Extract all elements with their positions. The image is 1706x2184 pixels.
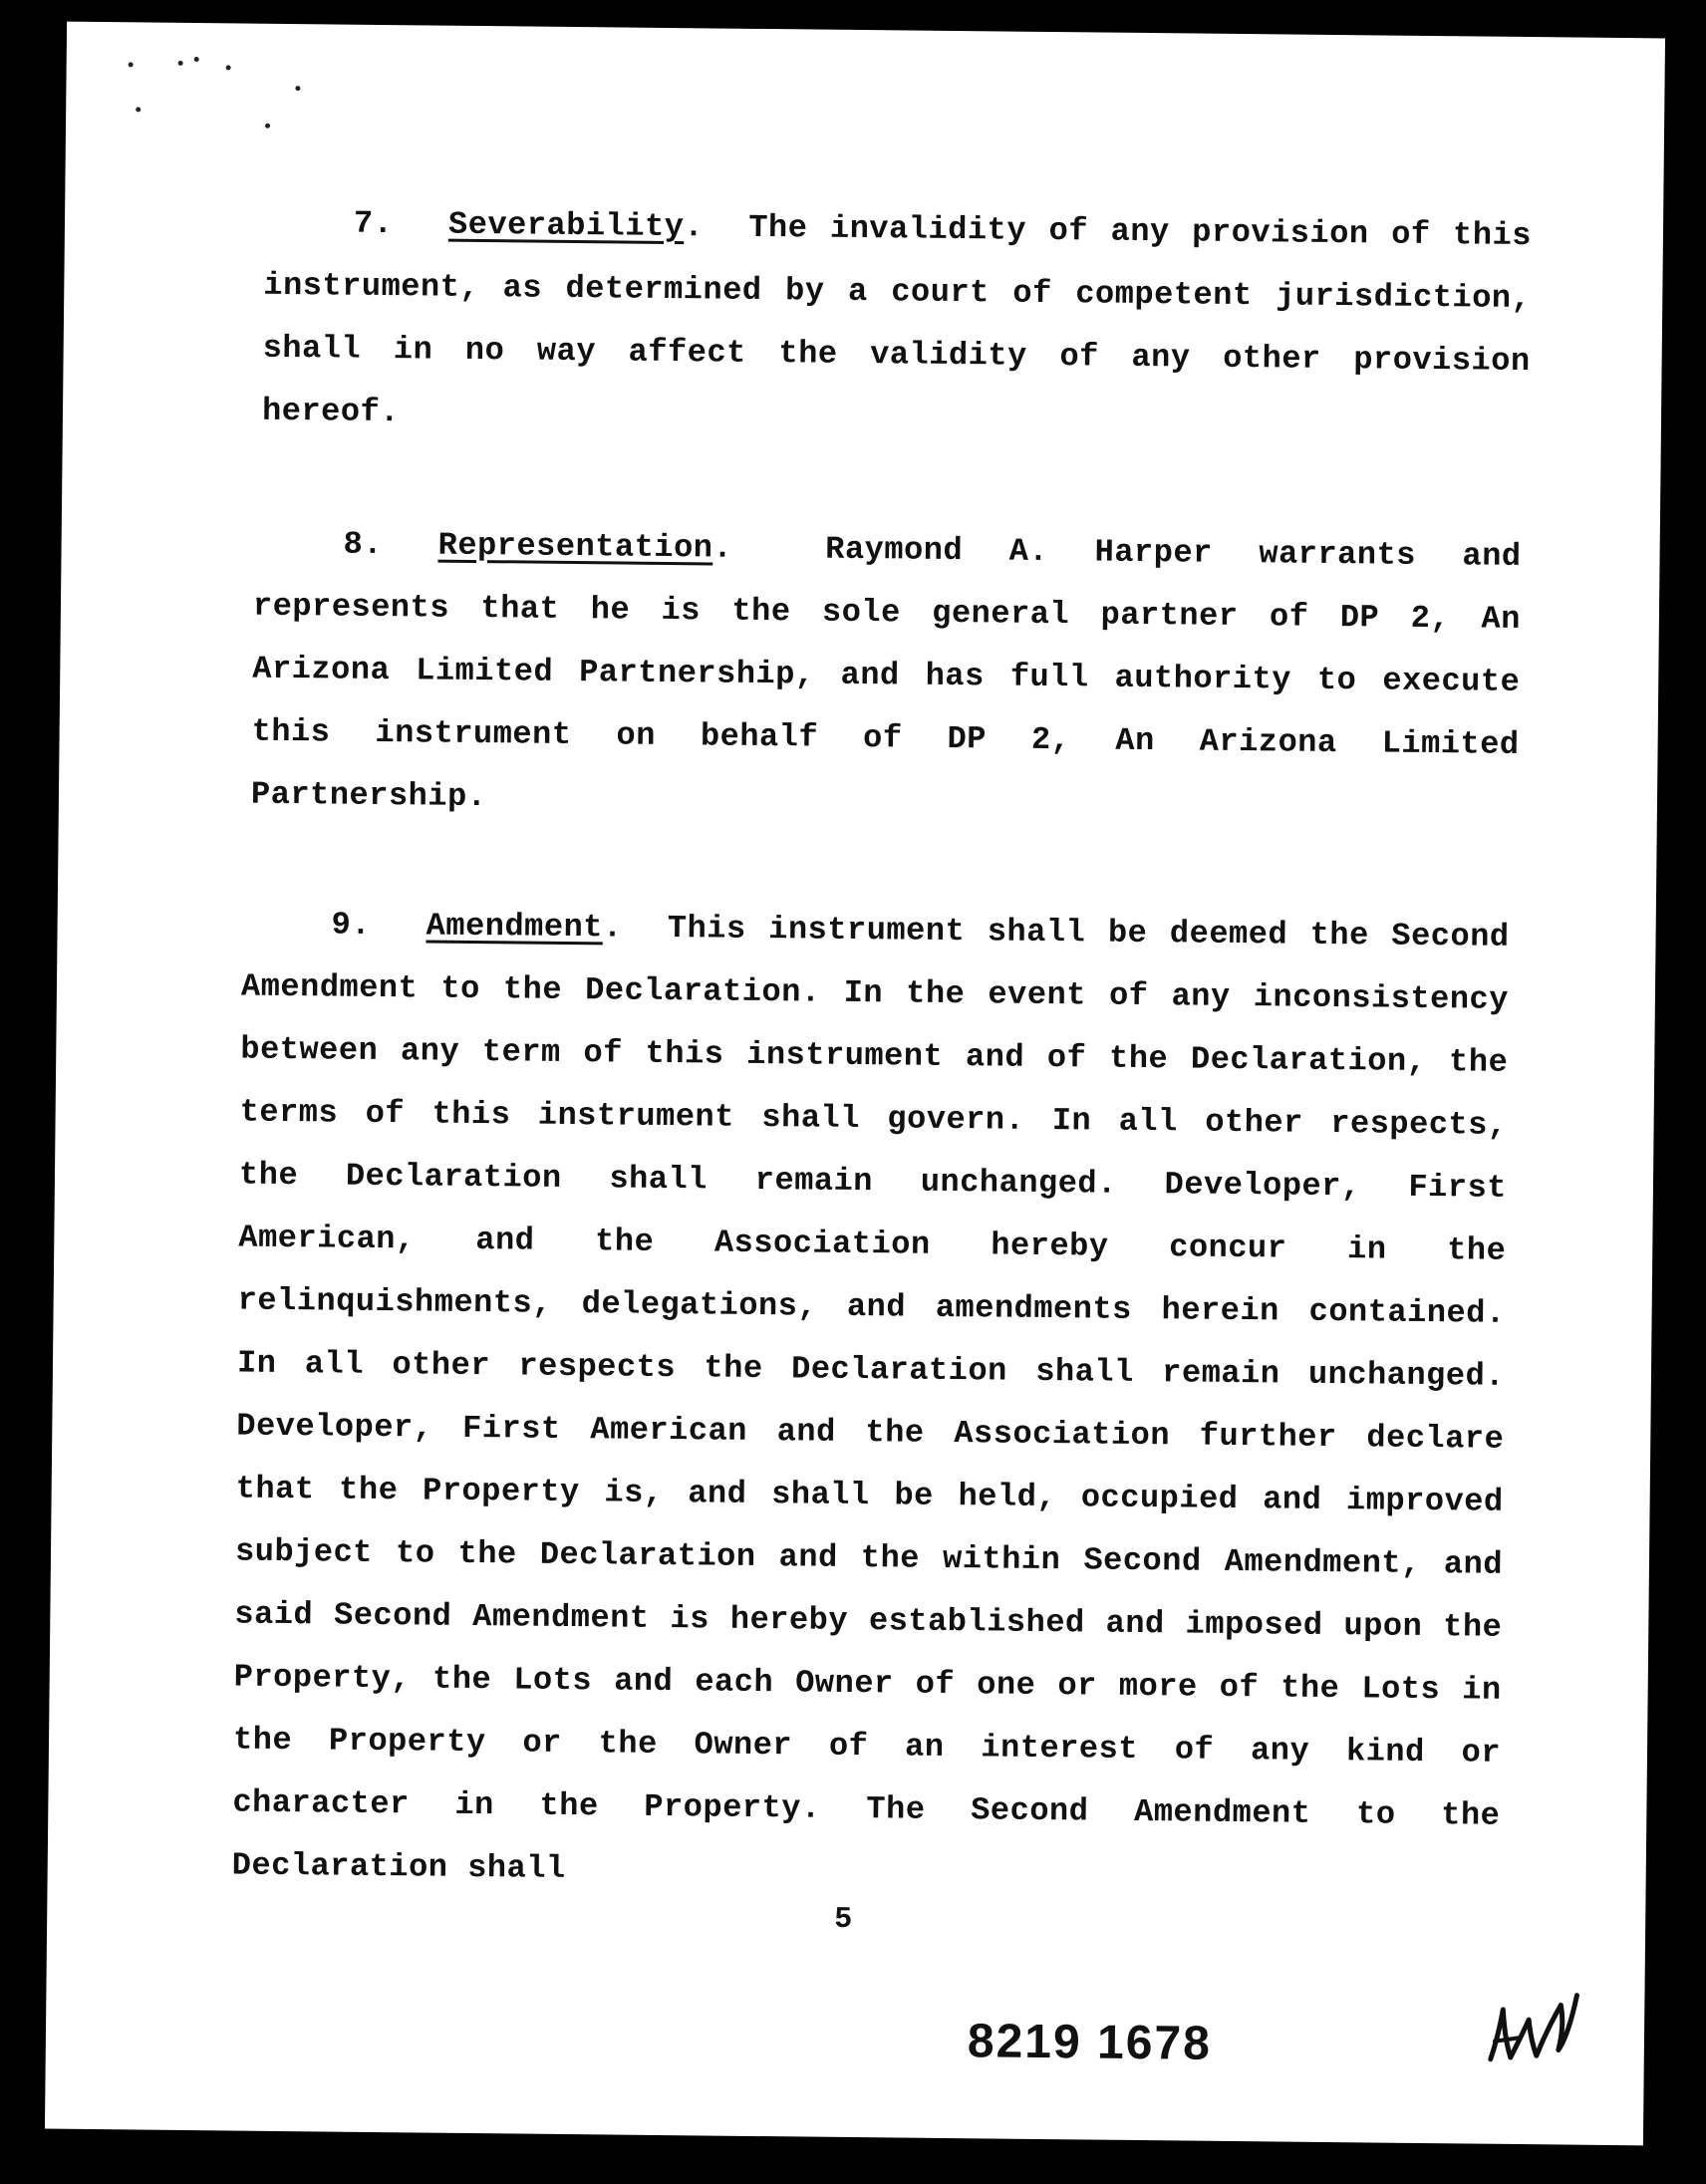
section-body: Raymond A. Harper warrants and represents that he is the sole general partner of DP 2, An Arizona Limited Partnership, and has full authority to execute this instrument on behalf of DP 2, An Arizona Limited Partnership. bbox=[250, 530, 1522, 816]
section-number: 8. bbox=[343, 525, 384, 564]
section-body: The invalidity of any provision of this instrument, as determined by a court of competent jurisdiction, shall in no way affect the validity of any other provision hereof. bbox=[261, 208, 1533, 431]
section-heading: Amendment bbox=[426, 907, 604, 947]
scan-speck bbox=[265, 124, 270, 129]
section-heading: Representation bbox=[437, 526, 713, 567]
section-number: 7. bbox=[353, 204, 394, 243]
section-7-severability: 7. Severability. The invalidity of any provision of this instrument, as determined by a court of competent jurisdiction, shall in no way affect the validity of any other provision hereof. bbox=[262, 191, 1533, 455]
record-number: 8219 1678 bbox=[967, 2015, 1213, 2070]
page-number: 5 bbox=[834, 1902, 853, 1938]
section-9-amendment: 9. Amendment. This instrument shall be deemed the Second Amendment to the Declaration. In the event of any inconsistency between any term of this instrument and of the Declaration, the terms of this instrument shall govern. In all other respects, the Declaration shall remain unchanged. Developer, First American, and the Association hereby concur in the relinquishments, delegations, and amendments herein contained. In all other respects the Declaration shall remain unchanged. Developer, First American and the Association further declare that the Property is, and shall be held, occupied and improved subject to the Declaration and the within Second Amendment, and said Second Amendment is hereby established and imposed upon the Property, the Lots and each Owner of one or more of the Lots in the Property or the Owner of an interest of any kind or character in the Property. The Second Amendment to the Declaration shall bbox=[231, 893, 1509, 1910]
scan-speck bbox=[295, 86, 300, 91]
scan-speck bbox=[194, 57, 199, 62]
scan-speck bbox=[129, 62, 134, 67]
scan-speck bbox=[226, 65, 231, 70]
handwritten-initials bbox=[1481, 1980, 1581, 2070]
scan-speck bbox=[178, 61, 183, 66]
section-8-representation: 8. Representation. Raymond A. Harper warrants and represents that he is the sole general partner of DP 2, An Arizona Limited Partnership, and has full authority to execute this instrument on behalf of DP 2, An Arizona Limited Partnership. bbox=[251, 512, 1522, 839]
scan-speck bbox=[136, 107, 141, 112]
section-body: This instrument shall be deemed the Second Amendment to the Declaration. In the event of any inconsistency between any term of this instrument and of the Declaration, the terms of this instrument shall govern. In all other respects, the Declaration shall remain unchanged. Developer, First American, and the Association hereby concur in the relinquishments, delegations, and amendments herein contained. In all other respects the Declaration shall remain unchanged. Developer, First American and the Association further declare that the Property is, and shall be held, occupied and improved subject to the Declaration and the within Second Amendment, and said Second Amendment is hereby established and imposed upon the Property, the Lots and each Owner of one or more of the Lots in the Property or the Owner of an interest of any kind or character in the Property. The Second Amendment to the Declaration shall bbox=[231, 910, 1510, 1888]
document-page bbox=[45, 22, 1665, 2146]
section-heading: Severability bbox=[447, 205, 685, 246]
section-number: 9. bbox=[331, 906, 372, 944]
